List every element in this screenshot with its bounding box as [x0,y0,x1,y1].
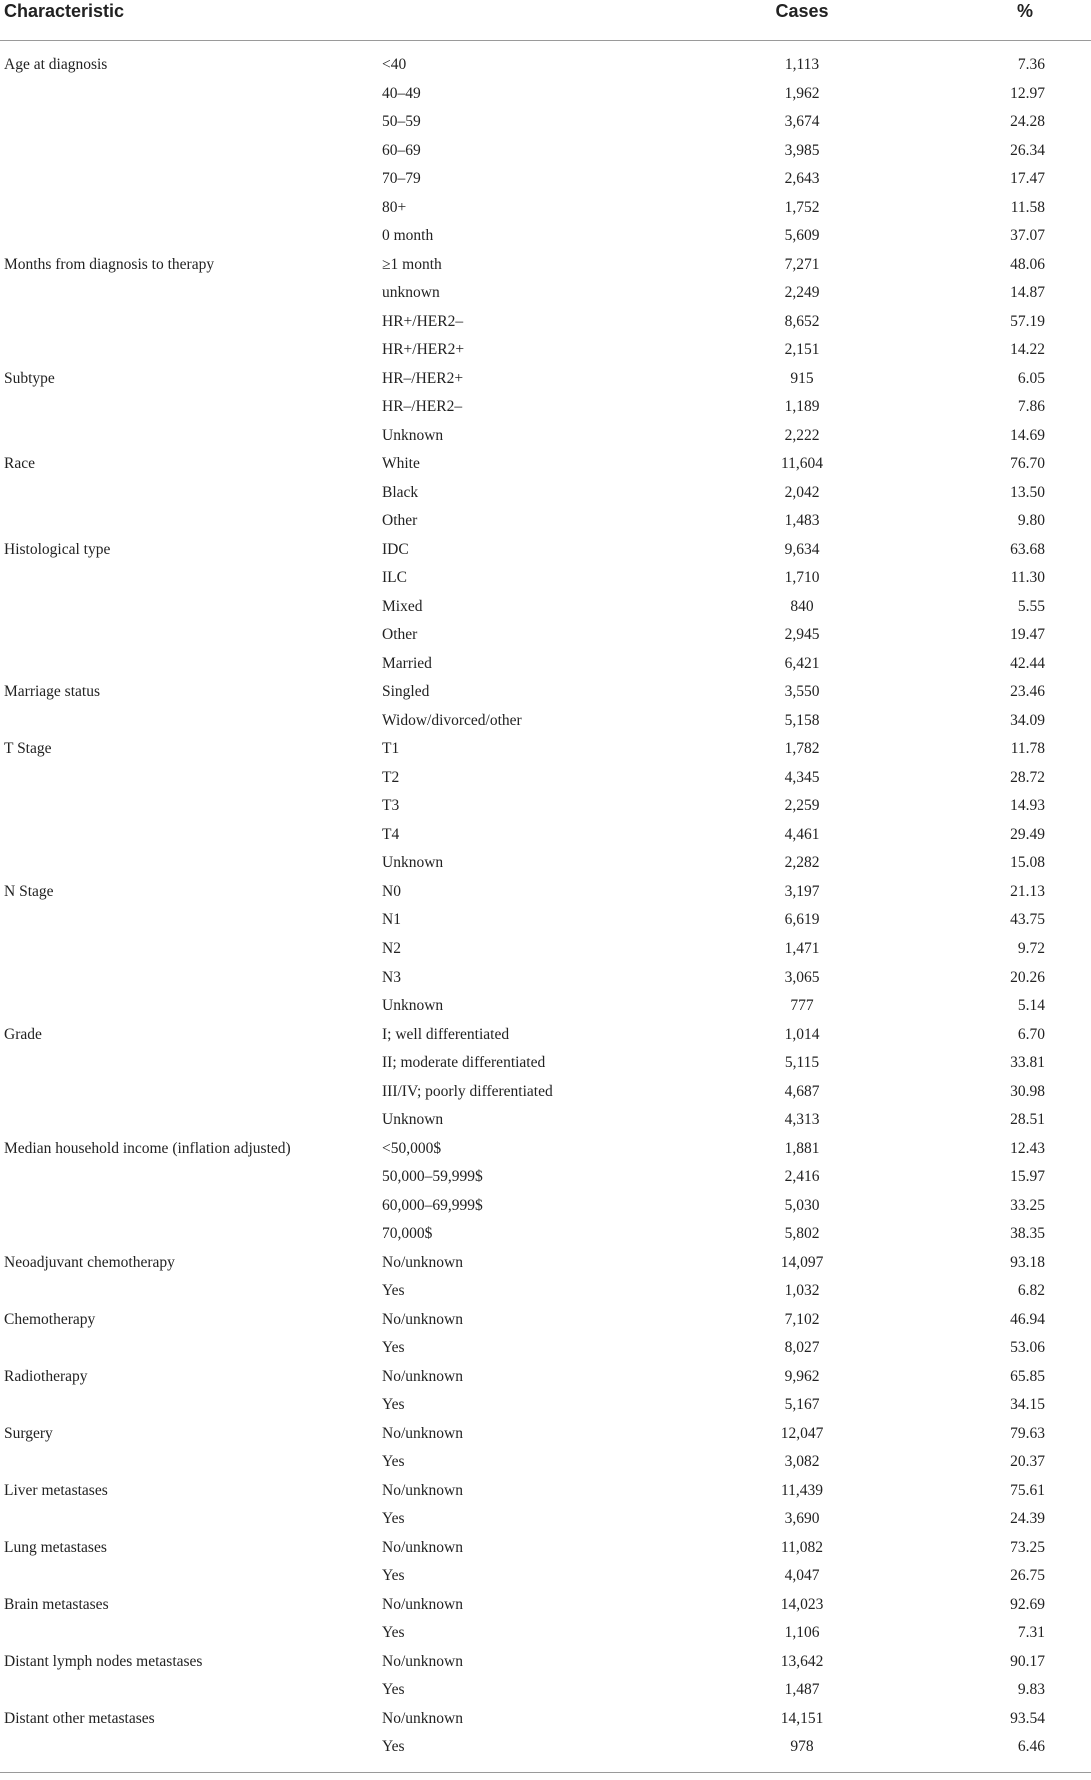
table-row [0,1676,1091,1705]
table-row [0,422,1091,451]
cell-percent: 14.93 [1010,797,1045,815]
cell-cases: 1,189 [784,398,820,416]
header-percent: % [1016,1,1033,21]
table-row [0,878,1091,907]
cell-category: No/unknown [382,1652,463,1670]
cell-category: 80+ [382,198,407,216]
cell-cases: 1,483 [784,512,820,530]
table-row [0,1448,1091,1477]
cell-category: 40–49 [382,84,421,102]
cell-cases: 8,027 [784,1339,820,1357]
cell-percent: 5.14 [1017,997,1045,1015]
cell-category: Unknown [382,426,444,444]
table-row [0,1021,1091,1050]
cell-cases: 2,643 [784,170,820,188]
cell-cases: 2,416 [784,1168,820,1186]
cell-cases: 2,945 [784,626,820,644]
table-row [0,678,1091,707]
cell-category: T4 [382,825,400,843]
table-row [0,564,1091,593]
cell-category: Widow/divorced/other [382,711,522,729]
cell-category: HR+/HER2+ [382,341,465,359]
table-row [0,1363,1091,1392]
table-row [0,1192,1091,1221]
cell-percent: 33.81 [1010,1054,1045,1072]
cell-category: II; moderate differentiated [382,1054,546,1072]
cell-cases: 1,881 [784,1139,820,1157]
cell-cases: 3,985 [784,141,820,159]
table-row [0,935,1091,964]
cell-cases: 1,710 [784,569,820,587]
table-bottom-rule [0,1772,1091,1773]
cell-category: T3 [382,797,400,815]
table-row [0,194,1091,223]
cell-cases: 840 [790,597,814,615]
cell-cases: 4,047 [784,1567,820,1585]
cell-percent: 20.26 [1010,968,1045,986]
cell-characteristic: T Stage [4,740,52,758]
table-row [0,792,1091,821]
cell-cases: 11,082 [780,1538,824,1556]
cell-percent: 28.72 [1010,768,1045,786]
cell-percent: 15.08 [1010,854,1045,872]
table-row [0,1562,1091,1591]
table-row [0,764,1091,793]
cell-category: Yes [382,1738,405,1756]
cell-percent: 23.46 [1010,683,1045,701]
cell-cases: 2,222 [784,426,820,444]
cell-cases: 7,102 [784,1310,820,1328]
cell-category: Singled [382,683,430,701]
table-row [0,1334,1091,1363]
table-row [0,80,1091,109]
cell-percent: 24.39 [1010,1510,1045,1528]
cell-percent: 6.05 [1017,369,1045,387]
cell-category: Black [382,483,419,501]
cell-cases: 915 [790,369,814,387]
table-row [0,593,1091,622]
cell-category: HR+/HER2– [382,312,464,330]
cell-category: No/unknown [382,1709,463,1727]
cell-cases: 1,032 [784,1282,820,1300]
header-cases: Cases [775,1,829,21]
cell-cases: 3,690 [784,1510,820,1528]
cell-percent: 14.69 [1010,426,1045,444]
cell-percent: 6.82 [1017,1282,1045,1300]
cell-cases: 5,030 [784,1196,820,1214]
cell-percent: 37.07 [1010,227,1045,245]
table-row [0,1420,1091,1449]
cell-category: ≥1 month [382,255,442,273]
cell-characteristic: Radiotherapy [4,1367,88,1385]
cell-percent: 28.51 [1010,1111,1045,1129]
cell-percent: 20.37 [1010,1453,1045,1471]
table-row [0,137,1091,166]
cell-percent: 7.36 [1017,56,1045,73]
table-row [0,336,1091,365]
cell-percent: 9.83 [1017,1681,1045,1699]
cell-percent: 92.69 [1010,1595,1045,1613]
cell-characteristic: Lung metastases [4,1538,107,1556]
cell-cases: 2,259 [784,797,820,815]
cell-category: HR–/HER2+ [382,369,464,387]
cell-characteristic: Months from diagnosis to therapy [4,255,215,273]
cell-category: No/unknown [382,1367,463,1385]
cell-category: White [382,455,420,473]
cell-category: IDC [382,540,409,558]
cell-percent: 79.63 [1010,1424,1045,1442]
cell-cases: 12,047 [780,1424,824,1442]
cell-cases: 1,962 [784,84,820,102]
cell-category: 0 month [382,227,434,245]
cell-category: Yes [382,1624,405,1642]
table-row [0,1277,1091,1306]
table-row [0,906,1091,935]
table-row [0,1306,1091,1335]
cell-cases: 3,550 [784,683,820,701]
cell-category: unknown [382,284,440,302]
table-row [0,964,1091,993]
header-characteristic: Characteristic [4,1,125,21]
cell-characteristic: Brain metastases [4,1595,109,1613]
cell-percent: 93.18 [1010,1253,1045,1271]
table-row [0,393,1091,422]
table-row [0,1477,1091,1506]
table-row [0,735,1091,764]
cell-percent: 33.25 [1010,1196,1045,1214]
cell-percent: 14.87 [1010,284,1045,302]
cell-category: ILC [382,569,407,587]
cell-cases: 4,461 [784,825,820,843]
cell-category: 70,000$ [382,1225,433,1243]
table-row [0,365,1091,394]
cell-category: <50,000$ [382,1139,442,1157]
cell-category: Yes [382,1396,405,1414]
cell-percent: 7.31 [1017,1624,1045,1642]
table-row [0,1249,1091,1278]
cell-characteristic: N Stage [4,882,54,900]
cell-category: HR–/HER2– [382,398,463,416]
cell-percent: 46.94 [1010,1310,1045,1328]
cell-characteristic: Chemotherapy [4,1310,96,1328]
cell-category: Yes [382,1510,405,1528]
cell-characteristic: Distant lymph nodes metastases [4,1652,203,1670]
cell-category: N1 [382,911,401,929]
table-row [0,108,1091,137]
table-row [0,1648,1091,1677]
cell-characteristic: Age at diagnosis [4,56,108,73]
cell-cases: 5,115 [784,1054,820,1072]
cell-percent: 43.75 [1010,911,1045,929]
cell-category: Yes [382,1453,405,1471]
cell-percent: 11.78 [1010,740,1045,758]
cell-characteristic: Median household income (inflation adjusted) [4,1139,291,1157]
cell-category: Yes [382,1282,405,1300]
cell-percent: 30.98 [1010,1082,1045,1100]
cell-percent: 63.68 [1010,540,1045,558]
cell-cases: 6,619 [784,911,820,929]
cell-percent: 15.97 [1010,1168,1045,1186]
cell-cases: 4,345 [784,768,820,786]
cell-percent: 26.75 [1010,1567,1045,1585]
cell-cases: 5,158 [784,711,820,729]
cell-cases: 14,097 [780,1253,824,1271]
table-row [0,536,1091,565]
table-row [0,308,1091,337]
cell-percent: 6.46 [1017,1738,1045,1756]
cell-percent: 48.06 [1010,255,1045,273]
cell-cases: 5,802 [784,1225,820,1243]
cell-percent: 7.86 [1017,398,1045,416]
cell-percent: 53.06 [1010,1339,1045,1357]
table-row [0,1220,1091,1249]
cell-cases: 13,642 [780,1652,824,1670]
cell-category: III/IV; poorly differentiated [382,1082,553,1100]
cell-cases: 1,752 [784,198,820,216]
cell-cases: 3,674 [784,113,820,131]
cell-characteristic: Liver metastases [4,1481,108,1499]
cell-percent: 57.19 [1010,312,1045,330]
table-row [0,450,1091,479]
cell-cases: 3,197 [784,882,820,900]
cell-category: 70–79 [382,170,421,188]
table-row [0,1163,1091,1192]
cell-characteristic: Surgery [4,1424,53,1442]
cell-cases: 1,487 [784,1681,820,1699]
cell-percent: 38.35 [1010,1225,1045,1243]
cell-percent: 21.13 [1010,882,1045,900]
cell-cases: 2,042 [784,483,820,501]
cell-percent: 12.43 [1010,1139,1045,1157]
cell-category: No/unknown [382,1538,463,1556]
cell-percent: 6.70 [1017,1025,1045,1043]
cell-category: Other [382,512,418,530]
table-row [0,1619,1091,1648]
cell-cases: 6,421 [784,654,820,672]
cell-percent: 11.58 [1010,198,1045,216]
cell-cases: 3,082 [784,1453,820,1471]
cell-category: T2 [382,768,400,786]
cell-cases: 4,313 [784,1111,820,1129]
cell-category: N0 [382,882,401,900]
cell-percent: 34.15 [1010,1396,1045,1414]
cell-category: N3 [382,968,401,986]
cell-percent: 29.49 [1010,825,1045,843]
cell-category: Married [382,654,432,672]
table-row [0,507,1091,536]
cell-category: No/unknown [382,1424,463,1442]
table-row [0,1534,1091,1563]
cell-percent: 42.44 [1010,654,1045,672]
cell-characteristic: Distant other metastases [4,1709,155,1727]
cell-cases: 11,439 [780,1481,824,1499]
cell-cases: 14,023 [780,1595,824,1613]
cell-cases: 1,106 [784,1624,820,1642]
cell-category: Yes [382,1339,405,1357]
cell-category: I; well differentiated [382,1025,510,1043]
table-row [0,222,1091,251]
cell-category: 60,000–69,999$ [382,1196,483,1214]
cell-characteristic: Grade [4,1025,42,1043]
cell-percent: 13.50 [1010,483,1045,501]
table-row [0,1049,1091,1078]
cell-category: Unknown [382,1111,444,1129]
cell-cases: 777 [790,997,814,1015]
cell-category: T1 [382,740,400,758]
cell-cases: 14,151 [780,1709,824,1727]
cell-category: Yes [382,1567,405,1585]
cell-category: Unknown [382,997,444,1015]
cell-cases: 2,151 [784,341,820,359]
cell-percent: 93.54 [1010,1709,1045,1727]
cell-cases: 1,782 [784,740,820,758]
cell-cases: 978 [790,1738,814,1756]
table-row [0,51,1091,80]
table-row [0,992,1091,1021]
cell-category: <40 [382,56,407,73]
cell-percent: 11.30 [1010,569,1045,587]
cell-percent: 14.22 [1010,341,1045,359]
cell-percent: 76.70 [1010,455,1045,473]
cell-category: N2 [382,939,401,957]
cell-cases: 11,604 [780,455,824,473]
cell-percent: 9.72 [1017,939,1045,957]
cell-cases: 1,113 [784,56,820,73]
cell-percent: 5.55 [1017,597,1045,615]
table-row [0,279,1091,308]
table-header [0,0,1091,41]
table-row [0,1106,1091,1135]
cell-percent: 12.97 [1010,84,1045,102]
cell-characteristic: Neoadjuvant chemotherapy [4,1253,175,1271]
table-row [0,1391,1091,1420]
cell-percent: 24.28 [1010,113,1045,131]
cell-category: No/unknown [382,1253,463,1271]
table-body [0,51,1091,1762]
table-row [0,165,1091,194]
cell-characteristic: Histological type [4,540,111,558]
table-row [0,1078,1091,1107]
cell-cases: 2,282 [784,854,820,872]
cell-category: 50–59 [382,113,421,131]
cell-cases: 9,962 [784,1367,820,1385]
cell-percent: 90.17 [1010,1652,1045,1670]
cell-category: No/unknown [382,1481,463,1499]
cell-cases: 4,687 [784,1082,820,1100]
table-row [0,479,1091,508]
cell-category: 50,000–59,999$ [382,1168,483,1186]
cell-percent: 34.09 [1010,711,1045,729]
table-row [0,621,1091,650]
cell-percent: 19.47 [1010,626,1045,644]
cell-cases: 1,471 [784,939,820,957]
table-row [0,251,1091,280]
cell-category: No/unknown [382,1595,463,1613]
table-row [0,849,1091,878]
table-row [0,1591,1091,1620]
cell-percent: 9.80 [1017,512,1045,530]
cell-category: Unknown [382,854,444,872]
cell-category: Other [382,626,418,644]
cell-category: Mixed [382,597,423,615]
cell-cases: 1,014 [784,1025,820,1043]
cell-percent: 17.47 [1010,170,1045,188]
cell-percent: 75.61 [1010,1481,1045,1499]
cell-cases: 7,271 [784,255,820,273]
cell-cases: 8,652 [784,312,820,330]
cell-cases: 9,634 [784,540,820,558]
cell-percent: 26.34 [1010,141,1045,159]
table-row [0,1733,1091,1762]
table-row [0,1705,1091,1734]
table-row [0,707,1091,736]
cell-percent: 73.25 [1010,1538,1045,1556]
cell-category: No/unknown [382,1310,463,1328]
cell-cases: 3,065 [784,968,820,986]
cell-cases: 5,167 [784,1396,820,1414]
table-row [0,1135,1091,1164]
cell-characteristic: Marriage status [4,683,100,701]
cell-cases: 5,609 [784,227,820,245]
table-row [0,821,1091,850]
cell-characteristic: Race [4,455,35,473]
cell-characteristic: Subtype [4,369,55,387]
table-row [0,650,1091,679]
cell-percent: 65.85 [1010,1367,1045,1385]
cell-cases: 2,249 [784,284,820,302]
cell-category: Yes [382,1681,405,1699]
table-row [0,1505,1091,1534]
cell-category: 60–69 [382,141,421,159]
